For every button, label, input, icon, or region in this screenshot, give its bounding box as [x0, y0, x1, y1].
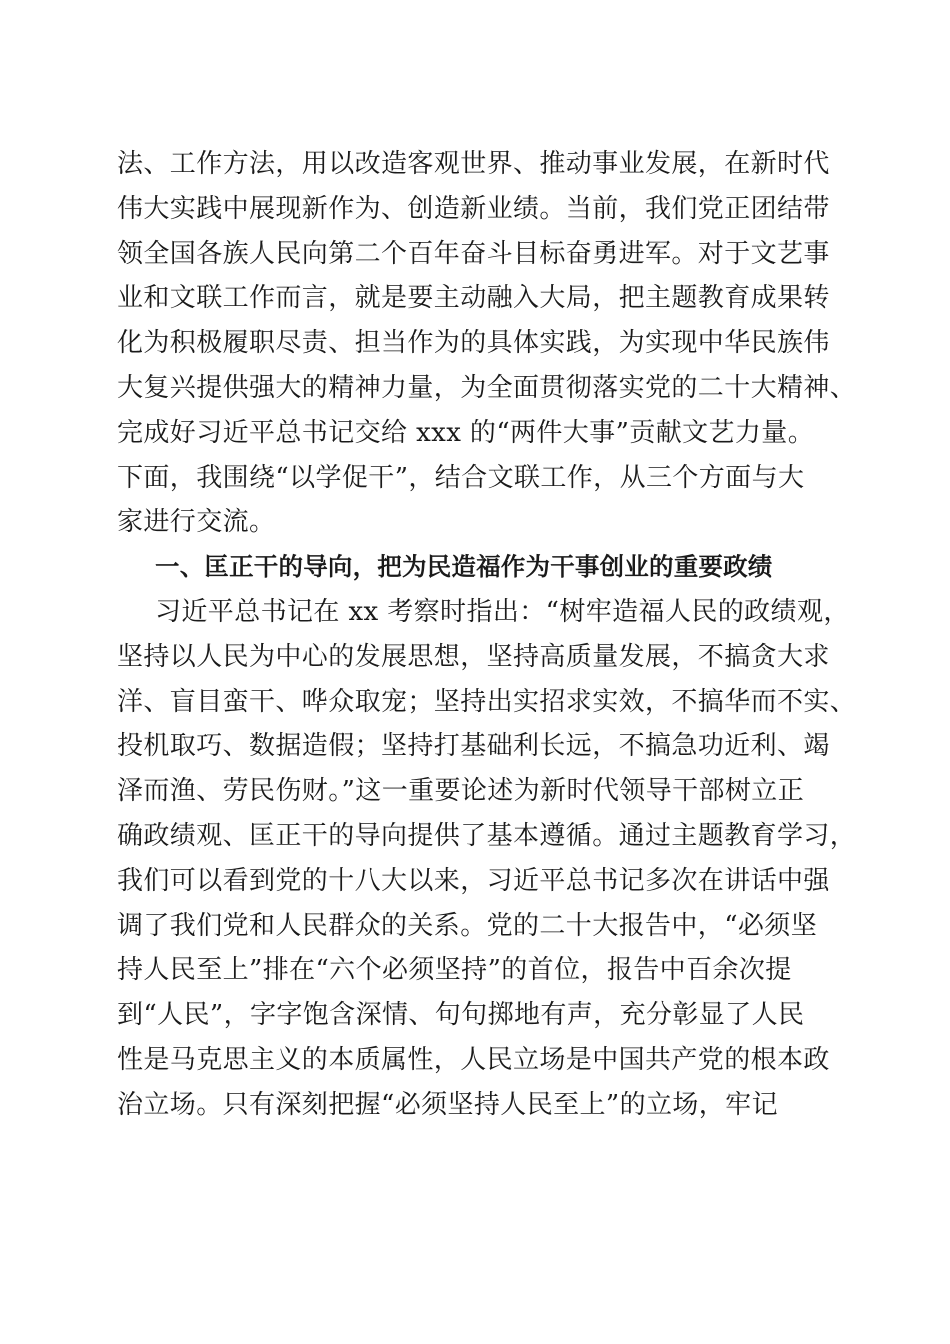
paragraph-line: 确政绩观、匡正干的导向提供了基本遵循。通过主题教育学习， [117, 820, 857, 851]
paragraph-line: 家进行交流。 [117, 507, 276, 538]
paragraph-line: 治立场。只有深刻把握“必须坚持人民至上”的立场，牢记 [117, 1089, 778, 1120]
paragraph-line: 习近平总书记在 xx 考察时指出：“树牢造福人民的政绩观， [155, 596, 850, 627]
paragraph-section-one [117, 590, 857, 1128]
section-heading: 一、匡正干的导向，把为民造福作为干事创业的重要政绩 [155, 552, 773, 582]
paragraph-line: 法、工作方法，用以改造客观世界、推动事业发展，在新时代 [117, 149, 830, 179]
paragraph-line: 调了我们党和人民群众的关系。党的二十大报告中，“必须坚 [117, 910, 818, 941]
paragraph-line: 下面，我围绕“以学促干”，结合文联工作，从三个方面与大 [117, 462, 805, 493]
paragraph-line: 洋、盲目蛮干、哗众取宠；坚持出实招求实效，不搞华而不实、 [117, 686, 857, 717]
paragraph-line: 业和文联工作而言，就是要主动融入大局，把主题教育成果转 [117, 283, 830, 314]
paragraph-line: 到“人民”，字字饱含深情、句句掷地有声，充分彰显了人民 [117, 1000, 805, 1031]
paragraph-line: 完成好习近平总书记交给 xxx 的“两件大事”贡献文艺力量。 [117, 417, 815, 448]
paragraph-line: 投机取巧、数据造假；坚持打基础利长远，不搞急功近利、竭 [117, 731, 830, 762]
paragraph-intro [117, 142, 857, 545]
paragraph-line: 持人民至上”排在“六个必须坚持”的首位，报告中百余次提 [117, 955, 792, 986]
paragraph-line: 坚持以人民为中心的发展思想，坚持高质量发展，不搞贪大求 [117, 641, 830, 672]
paragraph-line: 大复兴提供强大的精神力量，为全面贯彻落实党的二十大精神、 [117, 372, 857, 403]
paragraph-line: 伟大实践中展现新作为、创造新业绩。当前，我们党正团结带 [117, 193, 830, 224]
document-body [117, 142, 857, 1128]
paragraph-line: 泽而渔、劳民伤财。”这一重要论述为新时代领导干部树立正 [117, 776, 805, 807]
paragraph-line: 性是马克思主义的本质属性，人民立场是中国共产党的根本政 [117, 1044, 830, 1075]
paragraph-line: 领全国各族人民向第二个百年奋斗目标奋勇进军。对于文艺事 [117, 238, 830, 269]
paragraph-line: 化为积极履职尽责、担当作为的具体实践，为实现中华民族伟 [117, 328, 830, 359]
paragraph-line: 我们可以看到党的十八大以来，习近平总书记多次在讲话中强 [117, 865, 830, 896]
